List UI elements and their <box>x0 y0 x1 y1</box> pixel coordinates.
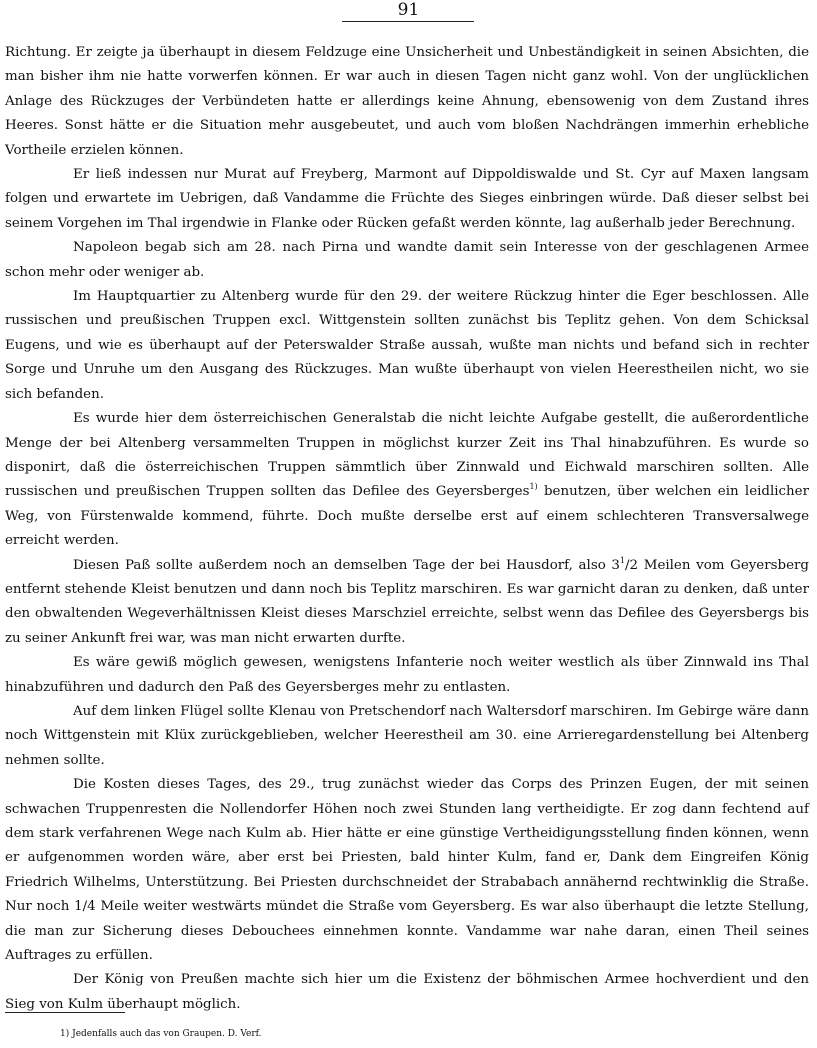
paragraph-6-tail: Meilen vom Geyersberg entfernt stehende Kleist benutzen und dann noch bis Teplitz marschiren. Es war garnicht daran zu denken, daß unter den obwaltenden Wegeverhältnissen Kleist dieses Marschziel erreichte, selbst wenn das Defilee des Geyersbergs bis zu seiner Ankunft frei war, was man nicht erwarten durfte. <box>5 557 809 646</box>
paragraph-2: Er ließ indessen nur Murat auf Freyberg, Marmont auf Dippoldiswalde und St. Cyr auf Maxen langsam folgen und erwartete im Uebrigen, daß Vandamme die Früchte des Sieges einbringen würde. Daß dieser selbst bei seinem Vorgehen im Thal irgendwie in Flanke oder Rücken gefaßt werden könnte, lag außerhalb jeder Berechnung. <box>5 167 809 231</box>
paragraph-3: Napoleon begab sich am 28. nach Pirna und wandte damit sein Interesse von der geschlagenen Armee schon mehr oder weniger ab. <box>5 240 809 280</box>
fraction-numerator: 1 <box>619 555 626 565</box>
footnote: 1) Jedenfalls auch das von Graupen. D. Verf. <box>60 1029 262 1039</box>
paragraph-4: Im Hauptquartier zu Altenberg wurde für den 29. der weitere Rückzug hinter die Eger beschlossen. Alle russischen und preußischen Truppen excl. Wittgenstein sollten zunächst bis Teplitz gehen. Von dem Schicksal Eugens, und wie es überhaupt auf der Peterswalder Straße aussah, wußte man nichts und befand sich in rechter Sorge und Unruhe um den Ausgang des Rückzuges. Man wußte überhaupt von vielen Heerestheilen nicht, wo sie sich befanden. <box>5 289 809 402</box>
footnote-rule <box>5 1012 125 1013</box>
header-rule <box>342 21 474 22</box>
paragraph-9 <box>5 773 809 968</box>
fraction-denominator: 2 <box>629 557 639 573</box>
paragraph-5-text: Es wurde hier dem österreichischen Generalstab die nicht leichte Aufgabe gestellt, die außerordentliche Menge der bei Altenberg versammelten Truppen in möglichst kurzer Zeit ins Thal hinabzuführen. Es wurde so disponirt, daß die österreichischen Truppen sämmtlich über Zinnwald und Eichwald marschiren sollten. Alle russischen und preußischen Truppen sollten das Defilee des Geyersberges <box>5 411 809 500</box>
paragraph-6-text: Diesen Paß sollte außerdem noch an demselben Tage der bei Hausdorf, also 3 <box>73 557 620 573</box>
paragraph-10: Der König von Preußen machte sich hier um die Existenz der böhmischen Armee hochverdient und den Sieg von Kulm überhaupt möglich. <box>5 972 809 1012</box>
paragraph-6: Diesen Paß sollte außerdem noch an demselben Tage der bei Hausdorf, also $3^1/2$ Meilen vom Geyersberg entfernt stehende Kleist benutzen und dann noch bis Teplitz marschiren. Es war garnicht daran zu denken, daß unter den obwaltenden Wegeverhältnissen Kleist dieses Marschziel erreichte, selbst wenn das Defilee des Geyersbergs bis zu seiner Ankunft frei war, was man nicht erwarten durfte. <box>5 555 809 646</box>
paragraph-5 <box>5 407 809 553</box>
paragraph-8: Auf dem linken Flügel sollte Klenau von Pretschendorf nach Waltersdorf marschiren. Im Gebirge wäre dann noch Wittgenstein mit Klüx zurückgeblieben, welcher Heerestheil am 30. eine Arrieregardenstellung bei Altenberg nehmen sollte. <box>5 703 809 768</box>
paragraph-1: Richtung. Er zeigte ja überhaupt in diesem Feldzuge eine Unsicherheit und Unbeständigkeit in seinen Absichten, die man bisher ihm nie hatte vorwerfen können. Er war auch in diesen Tagen nicht ganz wohl. Von der unglücklichen Anlage des Rückzuges der Verbündeten hatte er allerdings keine Ahnung, ebensowenig von dem Zustand ihres Heeres. Sonst hätte er die Situation mehr ausgebeutet, und auch vom bloßen Nachdrängen immerhin erhebliche Vortheile erzielen können. <box>5 45 809 158</box>
paragraph-5-tail: benutzen, über welchen ein leidlicher Weg, von Fürstenwalde kommend, führte. Doch mußte derselbe erst auf einem schlechteren Transversalwege erreicht werden. <box>5 484 809 549</box>
page-number: 91 <box>397 0 420 20</box>
paragraph-7: Es wäre gewiß möglich gewesen, wenigstens Infanterie noch weiter westlich als über Zinnwald ins Thal hinabzuführen und dadurch den Paß des Geyersberges mehr zu entlasten. <box>5 655 809 695</box>
paragraph-9-tail: Meile weiter westwärts mündet die Straße vom Geyersberg. Es war also überhaupt die letzte Stellung, die man zur Sicherung dieses Debouchees einnehmen konnte. Vandamme war nahe daran, einen Theil seines Auftrages zu erfüllen. <box>5 899 809 964</box>
paragraph-9-text: Die Kosten dieses Tages, des 29., trug zunächst wieder das Corps des Prinzen Eugen, der mit seinen schwachen Truppenresten die Nollendorfer Höhen noch zwei Stunden lang vertheidigte. Er zog dann fechtend auf dem stark verfahrenen Wege nach Kulm ab. Hier hätte er eine günstige Vertheidigungsstellung finden können, wenn er aufgenommen worden wäre, aber erst bei Priesten, bald hinter Kulm, fand er, Dank dem Eingreifen König Friedrich Wilhelms, Unterstützung. Bei Priesten durchschneidet der Strababach annähernd rechtwinklig die Straße. Nur noch <box>5 777 809 915</box>
body-text <box>5 41 809 1017</box>
footnote-ref: 1) <box>529 482 538 492</box>
fraction: 1/4 <box>74 899 96 915</box>
